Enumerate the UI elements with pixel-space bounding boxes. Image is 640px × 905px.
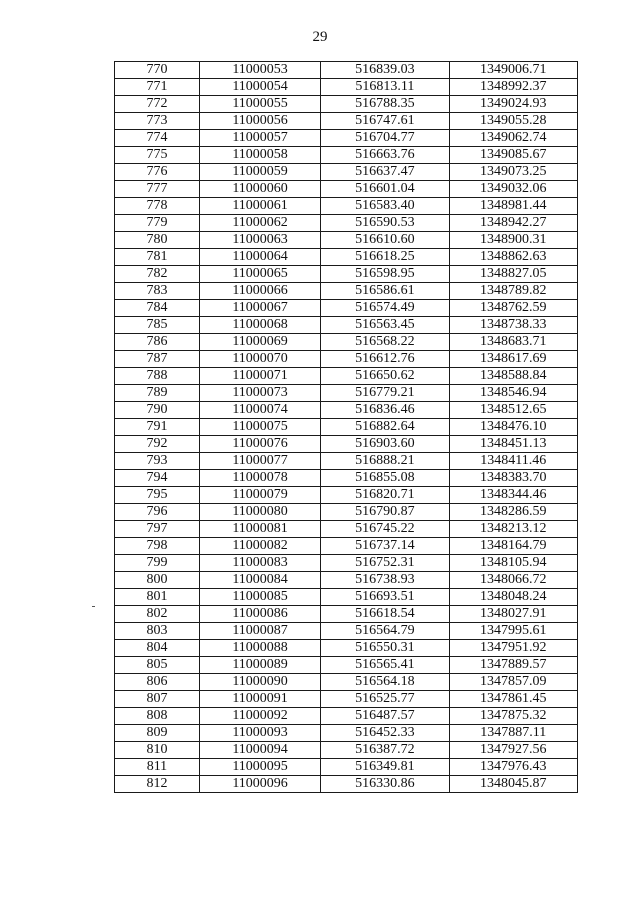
point-id-cell: 11000073 [199, 385, 320, 402]
y-coordinate-cell: 1347951.92 [449, 640, 577, 657]
point-number-cell: 778 [115, 198, 200, 215]
table-row [115, 487, 578, 504]
x-coordinate-cell: 516737.14 [321, 538, 449, 555]
point-number-cell: 786 [115, 334, 200, 351]
table-row [115, 164, 578, 181]
point-id-cell: 11000068 [199, 317, 320, 334]
table-row [115, 385, 578, 402]
x-coordinate-cell: 516330.86 [321, 776, 449, 793]
y-coordinate-cell: 1348617.69 [449, 351, 577, 368]
point-id-cell: 11000074 [199, 402, 320, 419]
x-coordinate-cell: 516693.51 [321, 589, 449, 606]
table-row [115, 181, 578, 198]
table-row [115, 62, 578, 79]
x-coordinate-cell: 516752.31 [321, 555, 449, 572]
x-coordinate-cell: 516745.22 [321, 521, 449, 538]
point-number-cell: 796 [115, 504, 200, 521]
x-coordinate-cell: 516903.60 [321, 436, 449, 453]
point-number-cell: 812 [115, 776, 200, 793]
table-row [115, 776, 578, 793]
point-id-cell: 11000082 [199, 538, 320, 555]
y-coordinate-cell: 1349085.67 [449, 147, 577, 164]
table-row [115, 283, 578, 300]
table-row [115, 640, 578, 657]
table-row [115, 657, 578, 674]
y-coordinate-cell: 1348546.94 [449, 385, 577, 402]
y-coordinate-cell: 1348451.13 [449, 436, 577, 453]
point-id-cell: 11000084 [199, 572, 320, 589]
y-coordinate-cell: 1348476.10 [449, 419, 577, 436]
point-id-cell: 11000066 [199, 283, 320, 300]
y-coordinate-cell: 1348105.94 [449, 555, 577, 572]
y-coordinate-cell: 1348066.72 [449, 572, 577, 589]
table-row [115, 351, 578, 368]
table-row [115, 198, 578, 215]
x-coordinate-cell: 516574.49 [321, 300, 449, 317]
x-coordinate-cell: 516820.71 [321, 487, 449, 504]
x-coordinate-cell: 516568.22 [321, 334, 449, 351]
y-coordinate-cell: 1348992.37 [449, 79, 577, 96]
point-id-cell: 11000076 [199, 436, 320, 453]
point-number-cell: 800 [115, 572, 200, 589]
x-coordinate-cell: 516779.21 [321, 385, 449, 402]
point-id-cell: 11000062 [199, 215, 320, 232]
x-coordinate-cell: 516564.79 [321, 623, 449, 640]
table-row [115, 708, 578, 725]
x-coordinate-cell: 516618.54 [321, 606, 449, 623]
x-coordinate-cell: 516788.35 [321, 96, 449, 113]
y-coordinate-cell: 1348981.44 [449, 198, 577, 215]
y-coordinate-cell: 1347887.11 [449, 725, 577, 742]
point-number-cell: 774 [115, 130, 200, 147]
point-id-cell: 11000096 [199, 776, 320, 793]
y-coordinate-cell: 1348738.33 [449, 317, 577, 334]
point-number-cell: 784 [115, 300, 200, 317]
y-coordinate-cell: 1347861.45 [449, 691, 577, 708]
y-coordinate-cell: 1348286.59 [449, 504, 577, 521]
x-coordinate-cell: 516855.08 [321, 470, 449, 487]
y-coordinate-cell: 1347875.32 [449, 708, 577, 725]
point-number-cell: 771 [115, 79, 200, 96]
x-coordinate-cell: 516487.57 [321, 708, 449, 725]
point-number-cell: 799 [115, 555, 200, 572]
y-coordinate-cell: 1347976.43 [449, 759, 577, 776]
x-coordinate-cell: 516387.72 [321, 742, 449, 759]
point-id-cell: 11000060 [199, 181, 320, 198]
x-coordinate-cell: 516565.41 [321, 657, 449, 674]
x-coordinate-cell: 516564.18 [321, 674, 449, 691]
point-number-cell: 782 [115, 266, 200, 283]
table-row [115, 300, 578, 317]
y-coordinate-cell: 1348512.65 [449, 402, 577, 419]
point-id-cell: 11000094 [199, 742, 320, 759]
y-coordinate-cell: 1348048.24 [449, 589, 577, 606]
point-number-cell: 798 [115, 538, 200, 555]
table-row [115, 436, 578, 453]
scan-mark [92, 606, 95, 607]
point-number-cell: 773 [115, 113, 200, 130]
point-id-cell: 11000057 [199, 130, 320, 147]
table-row [115, 402, 578, 419]
table-row [115, 470, 578, 487]
point-id-cell: 11000058 [199, 147, 320, 164]
point-number-cell: 811 [115, 759, 200, 776]
y-coordinate-cell: 1348683.71 [449, 334, 577, 351]
point-id-cell: 11000078 [199, 470, 320, 487]
table-row [115, 79, 578, 96]
point-number-cell: 787 [115, 351, 200, 368]
point-number-cell: 776 [115, 164, 200, 181]
x-coordinate-cell: 516663.76 [321, 147, 449, 164]
point-id-cell: 11000064 [199, 249, 320, 266]
x-coordinate-cell: 516598.95 [321, 266, 449, 283]
y-coordinate-cell: 1349055.28 [449, 113, 577, 130]
point-number-cell: 805 [115, 657, 200, 674]
point-id-cell: 11000079 [199, 487, 320, 504]
table-row [115, 725, 578, 742]
point-id-cell: 11000059 [199, 164, 320, 181]
coordinates-table [114, 61, 578, 793]
y-coordinate-cell: 1347927.56 [449, 742, 577, 759]
point-id-cell: 11000061 [199, 198, 320, 215]
point-number-cell: 781 [115, 249, 200, 266]
point-number-cell: 783 [115, 283, 200, 300]
table-row [115, 113, 578, 130]
point-id-cell: 11000087 [199, 623, 320, 640]
y-coordinate-cell: 1348862.63 [449, 249, 577, 266]
point-id-cell: 11000095 [199, 759, 320, 776]
x-coordinate-cell: 516452.33 [321, 725, 449, 742]
x-coordinate-cell: 516790.87 [321, 504, 449, 521]
point-number-cell: 804 [115, 640, 200, 657]
table-row [115, 96, 578, 113]
point-id-cell: 11000077 [199, 453, 320, 470]
x-coordinate-cell: 516618.25 [321, 249, 449, 266]
point-number-cell: 810 [115, 742, 200, 759]
table-row [115, 538, 578, 555]
y-coordinate-cell: 1348045.87 [449, 776, 577, 793]
y-coordinate-cell: 1349073.25 [449, 164, 577, 181]
table-row [115, 555, 578, 572]
x-coordinate-cell: 516601.04 [321, 181, 449, 198]
point-id-cell: 11000092 [199, 708, 320, 725]
point-number-cell: 803 [115, 623, 200, 640]
y-coordinate-cell: 1347889.57 [449, 657, 577, 674]
y-coordinate-cell: 1347995.61 [449, 623, 577, 640]
point-id-cell: 11000056 [199, 113, 320, 130]
point-id-cell: 11000053 [199, 62, 320, 79]
point-number-cell: 807 [115, 691, 200, 708]
point-id-cell: 11000070 [199, 351, 320, 368]
x-coordinate-cell: 516704.77 [321, 130, 449, 147]
point-number-cell: 808 [115, 708, 200, 725]
x-coordinate-cell: 516650.62 [321, 368, 449, 385]
table-row [115, 266, 578, 283]
point-number-cell: 802 [115, 606, 200, 623]
point-number-cell: 775 [115, 147, 200, 164]
point-id-cell: 11000083 [199, 555, 320, 572]
y-coordinate-cell: 1348164.79 [449, 538, 577, 555]
x-coordinate-cell: 516738.93 [321, 572, 449, 589]
point-number-cell: 772 [115, 96, 200, 113]
coordinates-table-body [115, 62, 578, 793]
point-number-cell: 780 [115, 232, 200, 249]
table-row [115, 249, 578, 266]
point-id-cell: 11000091 [199, 691, 320, 708]
y-coordinate-cell: 1348588.84 [449, 368, 577, 385]
point-id-cell: 11000055 [199, 96, 320, 113]
point-number-cell: 792 [115, 436, 200, 453]
point-number-cell: 777 [115, 181, 200, 198]
table-row [115, 504, 578, 521]
point-id-cell: 11000093 [199, 725, 320, 742]
y-coordinate-cell: 1349062.74 [449, 130, 577, 147]
table-row [115, 147, 578, 164]
y-coordinate-cell: 1349032.06 [449, 181, 577, 198]
point-id-cell: 11000086 [199, 606, 320, 623]
x-coordinate-cell: 516612.76 [321, 351, 449, 368]
point-id-cell: 11000054 [199, 79, 320, 96]
point-number-cell: 788 [115, 368, 200, 385]
point-number-cell: 785 [115, 317, 200, 334]
y-coordinate-cell: 1348900.31 [449, 232, 577, 249]
x-coordinate-cell: 516836.46 [321, 402, 449, 419]
table-row [115, 130, 578, 147]
point-number-cell: 794 [115, 470, 200, 487]
y-coordinate-cell: 1348789.82 [449, 283, 577, 300]
point-number-cell: 789 [115, 385, 200, 402]
table-row [115, 589, 578, 606]
table-row [115, 606, 578, 623]
point-number-cell: 790 [115, 402, 200, 419]
point-number-cell: 770 [115, 62, 200, 79]
y-coordinate-cell: 1349024.93 [449, 96, 577, 113]
x-coordinate-cell: 516637.47 [321, 164, 449, 181]
point-number-cell: 791 [115, 419, 200, 436]
y-coordinate-cell: 1348762.59 [449, 300, 577, 317]
page-number: 29 [312, 29, 328, 45]
point-number-cell: 809 [115, 725, 200, 742]
point-id-cell: 11000081 [199, 521, 320, 538]
table-row [115, 742, 578, 759]
table-row [115, 317, 578, 334]
point-id-cell: 11000067 [199, 300, 320, 317]
table-row [115, 368, 578, 385]
point-number-cell: 801 [115, 589, 200, 606]
point-id-cell: 11000080 [199, 504, 320, 521]
point-id-cell: 11000090 [199, 674, 320, 691]
x-coordinate-cell: 516747.61 [321, 113, 449, 130]
x-coordinate-cell: 516563.45 [321, 317, 449, 334]
table-row [115, 572, 578, 589]
x-coordinate-cell: 516610.60 [321, 232, 449, 249]
point-id-cell: 11000069 [199, 334, 320, 351]
point-id-cell: 11000063 [199, 232, 320, 249]
x-coordinate-cell: 516839.03 [321, 62, 449, 79]
point-id-cell: 11000088 [199, 640, 320, 657]
point-id-cell: 11000065 [199, 266, 320, 283]
table-row [115, 232, 578, 249]
x-coordinate-cell: 516586.61 [321, 283, 449, 300]
x-coordinate-cell: 516813.11 [321, 79, 449, 96]
table-row [115, 334, 578, 351]
y-coordinate-cell: 1348411.46 [449, 453, 577, 470]
table-row [115, 521, 578, 538]
x-coordinate-cell: 516525.77 [321, 691, 449, 708]
x-coordinate-cell: 516583.40 [321, 198, 449, 215]
y-coordinate-cell: 1347857.09 [449, 674, 577, 691]
point-number-cell: 795 [115, 487, 200, 504]
y-coordinate-cell: 1348383.70 [449, 470, 577, 487]
table-row [115, 759, 578, 776]
table-row [115, 623, 578, 640]
table-row [115, 419, 578, 436]
x-coordinate-cell: 516888.21 [321, 453, 449, 470]
y-coordinate-cell: 1349006.71 [449, 62, 577, 79]
y-coordinate-cell: 1348213.12 [449, 521, 577, 538]
point-id-cell: 11000075 [199, 419, 320, 436]
table-row [115, 453, 578, 470]
point-id-cell: 11000071 [199, 368, 320, 385]
point-number-cell: 797 [115, 521, 200, 538]
point-number-cell: 793 [115, 453, 200, 470]
x-coordinate-cell: 516590.53 [321, 215, 449, 232]
y-coordinate-cell: 1348344.46 [449, 487, 577, 504]
table-row [115, 674, 578, 691]
point-id-cell: 11000089 [199, 657, 320, 674]
table-row [115, 215, 578, 232]
y-coordinate-cell: 1348827.05 [449, 266, 577, 283]
table-row [115, 691, 578, 708]
x-coordinate-cell: 516882.64 [321, 419, 449, 436]
point-number-cell: 806 [115, 674, 200, 691]
point-id-cell: 11000085 [199, 589, 320, 606]
x-coordinate-cell: 516550.31 [321, 640, 449, 657]
x-coordinate-cell: 516349.81 [321, 759, 449, 776]
point-number-cell: 779 [115, 215, 200, 232]
y-coordinate-cell: 1348027.91 [449, 606, 577, 623]
y-coordinate-cell: 1348942.27 [449, 215, 577, 232]
